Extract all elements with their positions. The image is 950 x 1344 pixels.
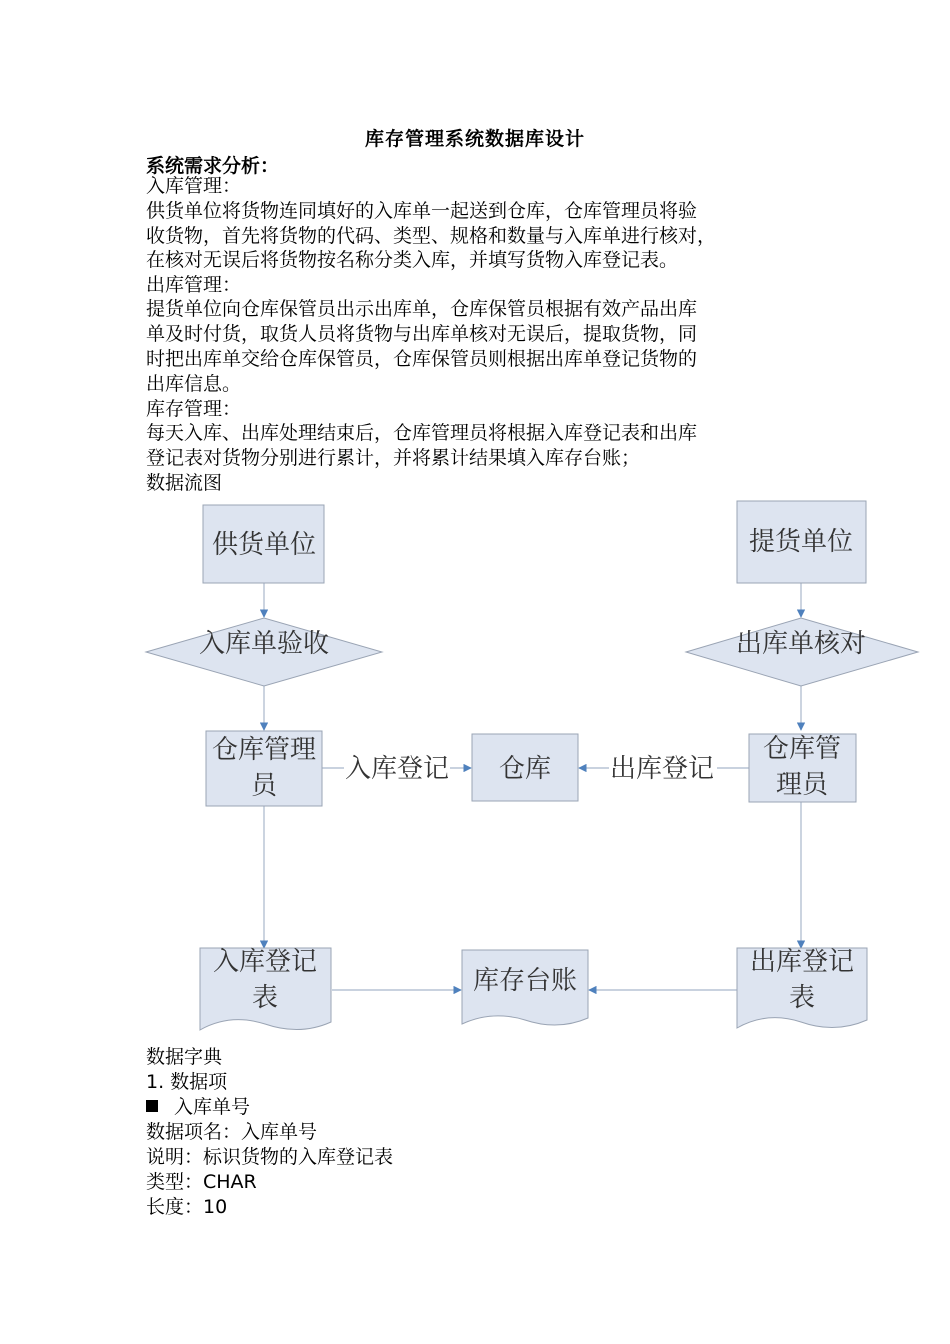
inbound-line: 供货单位将货物连同填好的入库单一起送到仓库，仓库管理员将验 (146, 200, 698, 222)
warehouse-manager-right-line2: 理员 (775, 770, 829, 800)
supplier-label: 供货单位 (211, 530, 317, 560)
edge-label-outbound-register: 出库登记 (610, 754, 715, 784)
inbound-register-form-line2: 表 (251, 983, 279, 1013)
dictionary-field: 说明：标识货物的入库登记表 (146, 1146, 394, 1168)
dictionary-section: 1. 数据项 (146, 1071, 228, 1093)
outbound-line: 单及时付货，取货人员将货物与出库单核对无误后，提取货物，同 (146, 323, 698, 345)
dictionary-field: 类型：CHAR (146, 1171, 257, 1193)
inbound-label: 入库管理： (146, 175, 242, 197)
section-heading: 系统需求分析： (146, 155, 280, 177)
outbound-register-form-line1: 出库登记 (749, 947, 855, 977)
inbound-line: 在核对无误后将货物按名称分类入库，并填写货物入库登记表。 (146, 249, 679, 271)
outbound-check-label: 出库单核对 (735, 629, 867, 659)
warehouse-manager-right-line1: 仓库管 (762, 734, 842, 764)
receiver-label: 提货单位 (748, 527, 854, 557)
data-flow-diagram (0, 495, 950, 1045)
outbound-label: 出库管理： (146, 274, 242, 296)
dictionary-item-title: 入库单号 (174, 1096, 251, 1118)
inbound-line: 收货物，首先将货物的代码、类型、规格和数量与入库单进行核对， (146, 225, 717, 247)
document-title: 库存管理系统数据库设计 (364, 128, 585, 150)
inventory-ledger-label: 库存台账 (472, 966, 578, 996)
inbound-check-label: 入库单验收 (198, 629, 330, 659)
outbound-register-form-line2: 表 (788, 983, 816, 1013)
dictionary-field: 长度：10 (146, 1196, 228, 1218)
outbound-line: 提货单位向仓库保管员出示出库单，仓库保管员根据有效产品出库 (146, 298, 698, 320)
inventory-line: 每天入库、出库处理结束后，仓库管理员将根据入库登记表和出库 (146, 422, 698, 444)
warehouse-label: 仓库 (498, 754, 552, 784)
inventory-label: 库存管理： (146, 398, 242, 420)
inventory-line: 登记表对货物分别进行累计，并将累计结果填入库存台账； (146, 447, 641, 469)
warehouse-manager-left-line1: 仓库管理 (211, 735, 317, 765)
square-bullet-icon (146, 1100, 158, 1112)
dictionary-field: 数据项名：入库单号 (146, 1121, 318, 1143)
edge-label-inbound-register: 入库登记 (345, 754, 450, 784)
inbound-register-form-line1: 入库登记 (212, 947, 318, 977)
outbound-line: 出库信息。 (146, 373, 242, 395)
warehouse-manager-left-line2: 员 (250, 771, 278, 801)
dfd-label: 数据流图 (146, 472, 223, 494)
dictionary-title: 数据字典 (146, 1046, 223, 1068)
outbound-line: 时把出库单交给仓库保管员，仓库保管员则根据出库单登记货物的 (146, 348, 698, 370)
dictionary-item-title-row (146, 1095, 250, 1120)
